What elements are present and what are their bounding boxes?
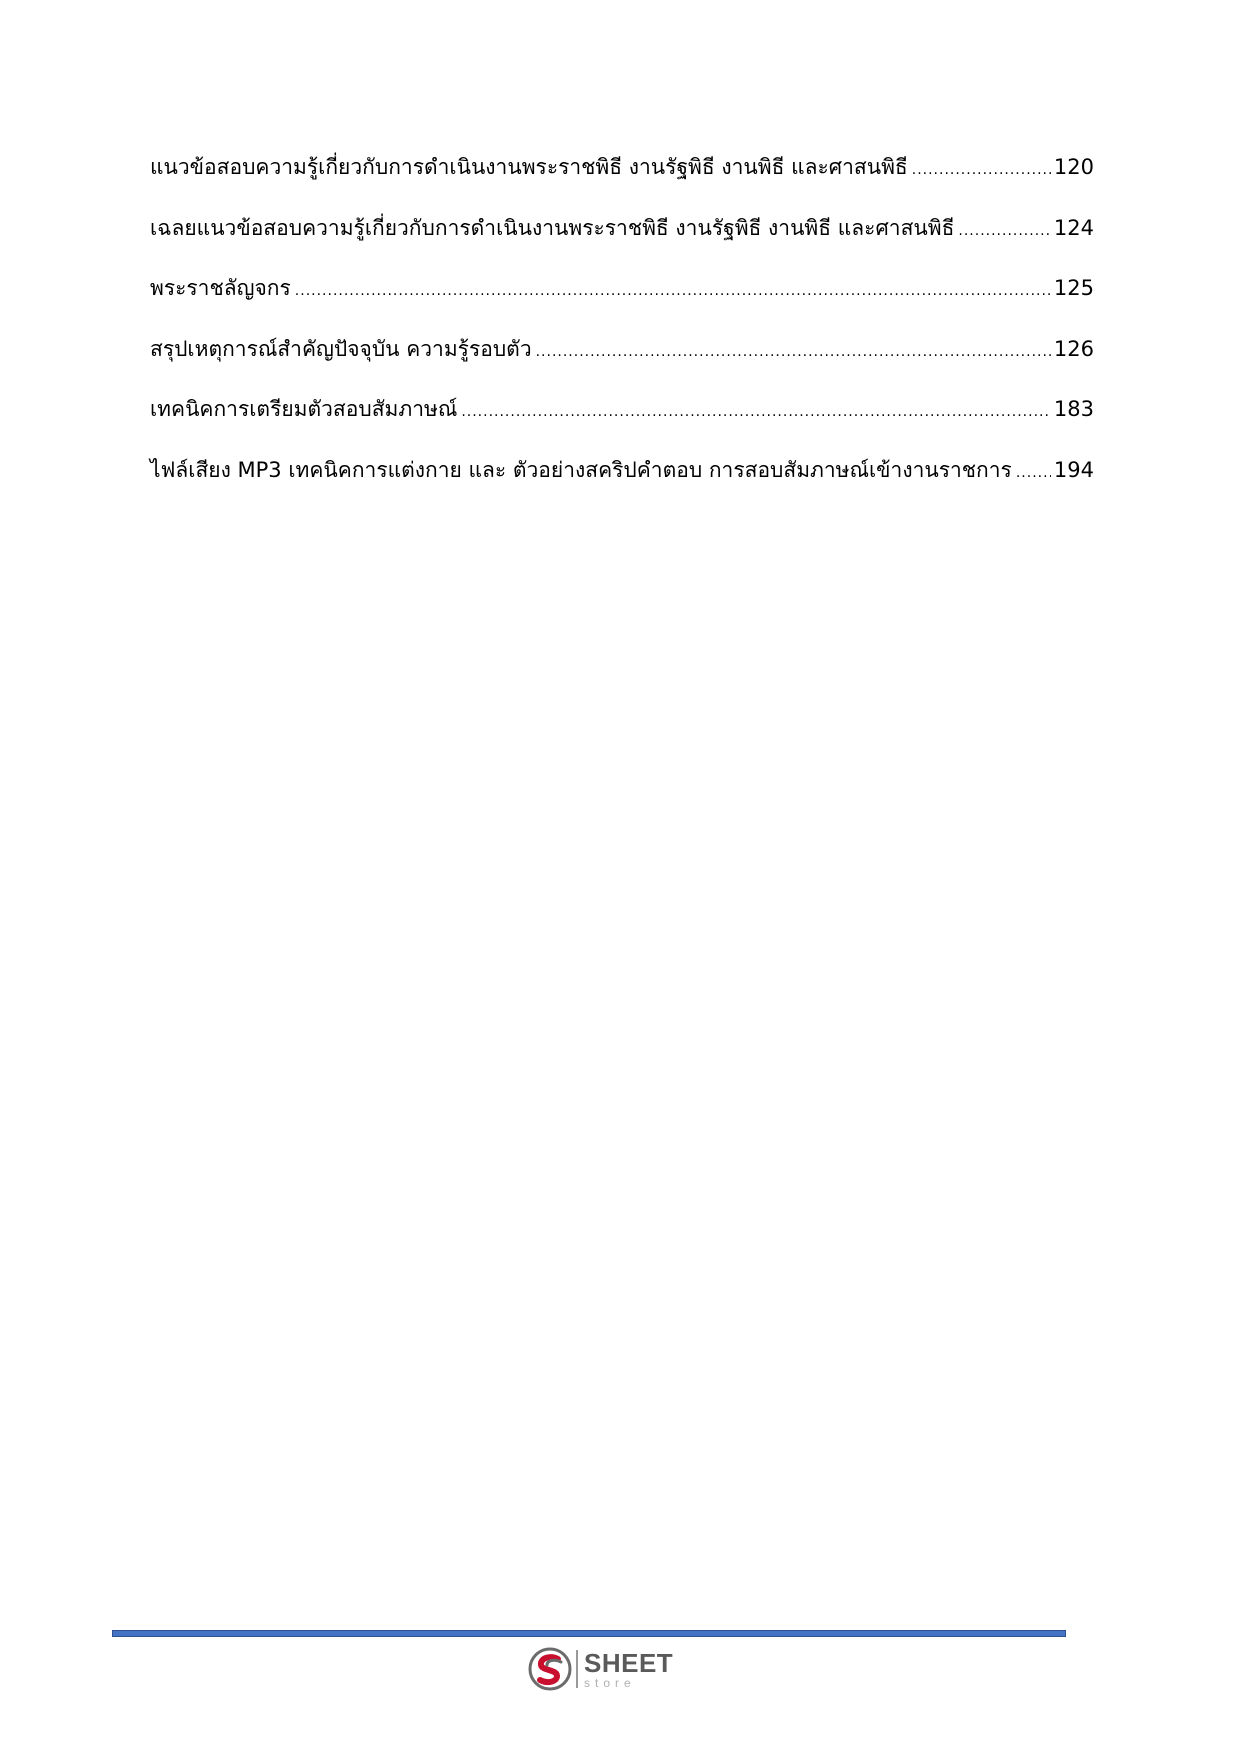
toc-entry-2[interactable] xyxy=(150,213,1094,274)
toc-entry-3[interactable] xyxy=(150,273,1094,334)
toc-dot-leader xyxy=(912,155,1051,185)
toc-entry-6[interactable] xyxy=(150,455,1094,516)
sheet-store-logo xyxy=(528,1645,688,1693)
toc-dot-leader xyxy=(461,397,1051,427)
sheet-store-logo-icon xyxy=(528,1647,572,1691)
toc-entry-title: สรุปเหตุการณ์สำคัญปัจจุบัน ความรู้รอบตัว xyxy=(150,336,532,361)
toc-entry-title: พระราชลัญจกร xyxy=(150,276,291,301)
toc-entry-title: เฉลยแนวข้อสอบความรู้เกี่ยวกับการดำเนินงานพระราชพิธี งานรัฐพิธี งานพิธี และศาสนพิธี xyxy=(150,215,955,240)
toc-entry-5[interactable] xyxy=(150,394,1094,455)
toc-entry-1[interactable] xyxy=(150,152,1094,213)
toc-entry-page: 120 xyxy=(1053,155,1094,179)
footer-rule xyxy=(112,1630,1066,1637)
toc-entry-page: 125 xyxy=(1053,276,1094,301)
toc-entry-page: 194 xyxy=(1053,457,1094,482)
logo-word: SHEET xyxy=(584,1647,674,1678)
toc-dot-leader xyxy=(536,337,1051,367)
logo-divider xyxy=(576,1650,578,1688)
toc-entry-title: ไฟล์เสียง MP3 เทคนิคการแต่งกาย และ ตัวอย่างสคริปคำตอบ การสอบสัมภาษณ์เข้างานราชการ xyxy=(150,457,1012,482)
logo-text xyxy=(584,1647,674,1690)
table-of-contents xyxy=(150,152,1094,516)
logo-subword: store xyxy=(584,1675,636,1690)
toc-dot-leader xyxy=(1016,458,1051,488)
toc-entry-title: แนวข้อสอบความรู้เกี่ยวกับการดำเนินงานพระราชพิธี งานรัฐพิธี งานพิธี และศาสนพิธี xyxy=(150,155,908,179)
toc-entry-title: เทคนิคการเตรียมตัวสอบสัมภาษณ์ xyxy=(150,397,458,422)
toc-entry-4[interactable] xyxy=(150,334,1094,395)
toc-entry-page: 183 xyxy=(1053,397,1094,422)
toc-entry-page: 126 xyxy=(1053,336,1094,361)
toc-entry-page: 124 xyxy=(1053,215,1094,240)
toc-dot-leader xyxy=(958,216,1051,246)
toc-dot-leader xyxy=(295,276,1051,306)
